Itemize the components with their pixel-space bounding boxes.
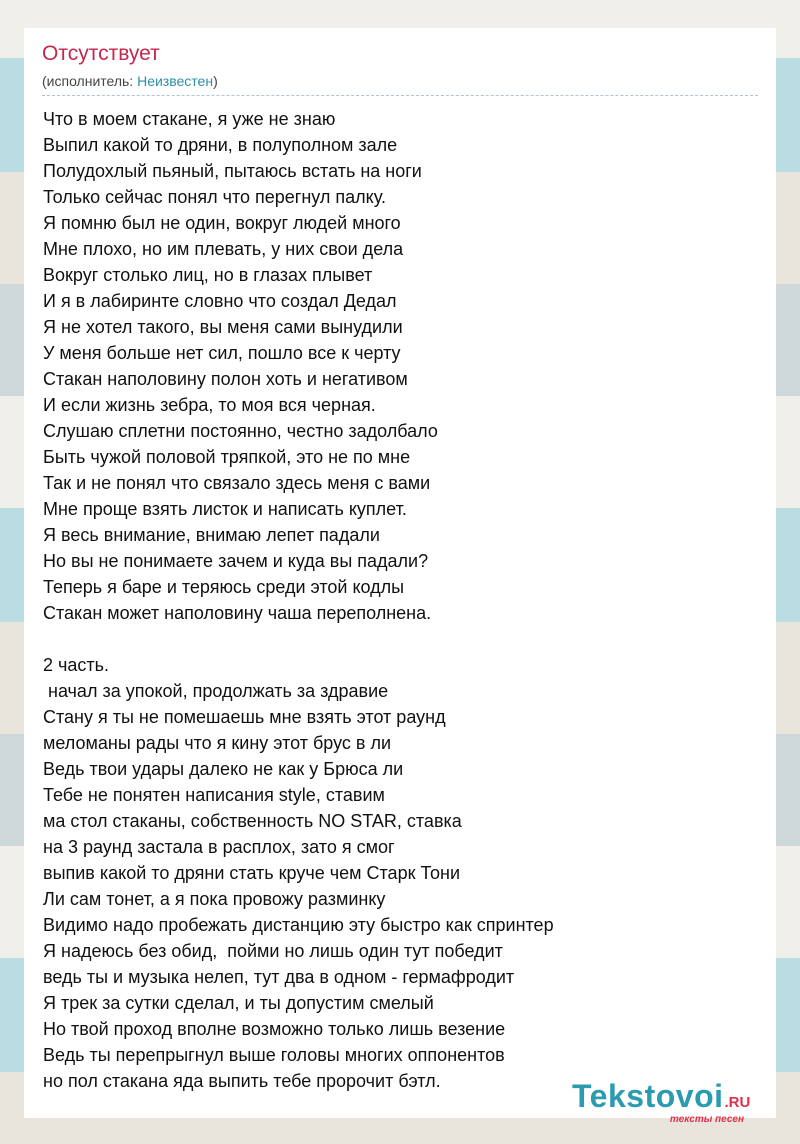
lyric-line: Быть чужой половой тряпкой, это не по мне xyxy=(43,447,411,467)
lyric-line: Я надеюсь без обид, пойми но лишь один тут победит xyxy=(43,941,503,961)
performer-link[interactable]: Неизвестен xyxy=(137,73,214,89)
lyric-line: на 3 раунд застала в расплох, зато я смог xyxy=(43,837,395,857)
lyric-line: Мне плохо, но им плевать, у них свои дела xyxy=(43,239,404,259)
lyric-line: У меня больше нет сил, пошло все к черту xyxy=(43,343,401,363)
song-title: Отсутствует xyxy=(42,42,160,65)
lyric-line: меломаны рады что я кину этот брус в ли xyxy=(43,733,392,753)
lyric-line: Я помню был не один, вокруг людей много xyxy=(43,213,401,233)
lyric-line: ма стол стаканы, собственность NO STAR, ставка xyxy=(43,811,462,831)
lyric-line: Полудохлый пьяный, пытаюсь встать на ноги xyxy=(43,161,422,181)
site-logo[interactable] xyxy=(572,1078,772,1130)
lyric-line: Слушаю сплетни постоянно, честно задолбало xyxy=(43,421,438,441)
performer-suffix: ) xyxy=(213,73,218,89)
performer-prefix: (исполнитель: xyxy=(42,73,138,89)
lyrics-card xyxy=(24,28,776,1125)
lyric-line: Что в моем стакане, я уже не знаю xyxy=(43,109,336,129)
lyric-line: начал за упокой, продолжать за здравие xyxy=(43,681,389,701)
lyric-line: Вокруг столько лиц, но в глазах плывет xyxy=(43,265,373,285)
lyric-line: Стакан может наполовину чаша переполнена. xyxy=(43,603,432,623)
lyric-line: ведь ты и музыка нелеп, тут два в одном - гермафродит xyxy=(43,967,515,987)
performer-line xyxy=(42,73,218,89)
lyric-line: Я трек за сутки сделал, и ты допустим смелый xyxy=(43,993,434,1013)
lyric-line: Только сейчас понял что перегнул палку. xyxy=(43,187,386,207)
lyric-line: но пол стакана яда выпить тебе пророчит бэтл. xyxy=(43,1071,441,1091)
lyrics-text xyxy=(43,106,753,1094)
lyric-line xyxy=(43,626,753,652)
logo-tagline: тексты песен xyxy=(669,1114,744,1125)
lyric-line: Но твой проход вполне возможно только лишь везение xyxy=(43,1019,506,1039)
lyric-line: И если жизнь зебра, то моя вся черная. xyxy=(43,395,376,415)
lyric-line: Тебе не понятен написания style, ставим xyxy=(43,785,385,805)
lyric-line: выпив какой то дряни стать круче чем Старк Тони xyxy=(43,863,461,883)
lyric-line: Ли сам тонет, а я пока провожу разминку xyxy=(43,889,386,909)
logo-domain: .RU xyxy=(724,1094,751,1111)
lyric-line: Я не хотел такого, вы меня сами вынудили xyxy=(43,317,403,337)
lyric-line: Стакан наполовину полон хоть и негативом xyxy=(43,369,408,389)
lyric-line: Стану я ты не помешаешь мне взять этот раунд xyxy=(43,707,446,727)
lyric-line: Ведь ты перепрыгнул выше головы многих оппонентов xyxy=(43,1045,505,1065)
lyric-line: Выпил какой то дряни, в полуполном зале xyxy=(43,135,398,155)
lyric-line: Ведь твои удары далеко не как у Брюса ли xyxy=(43,759,404,779)
lyric-line: Но вы не понимаете зачем и куда вы падали? xyxy=(43,551,429,571)
lyric-line: Так и не понял что связало здесь меня с вами xyxy=(43,473,431,493)
lyric-line: Мне проще взять листок и написать куплет. xyxy=(43,499,407,519)
lyric-line: 2 часть. xyxy=(43,655,110,675)
lyric-line: Теперь я баре и теряюсь среди этой кодлы xyxy=(43,577,405,597)
lyric-line: И я в лабиринте словно что создал Дедал xyxy=(43,291,397,311)
divider xyxy=(42,95,758,96)
lyric-line: Я весь внимание, внимаю лепет падали xyxy=(43,525,380,545)
lyric-line: Видимо надо пробежать дистанцию эту быстро как спринтер xyxy=(43,915,554,935)
logo-wordmark: Tekstovoi xyxy=(572,1078,724,1114)
